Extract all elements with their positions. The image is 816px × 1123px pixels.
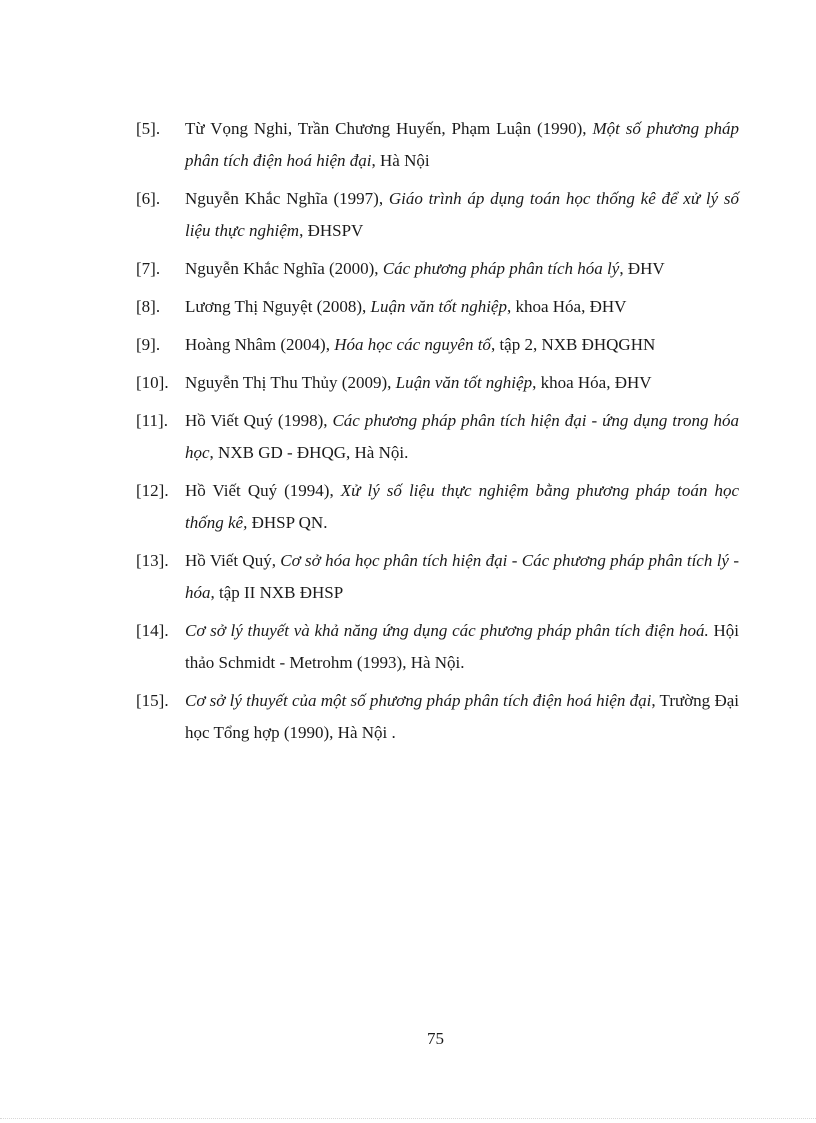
reference-text: [185, 475, 739, 539]
reference-publisher: , NXB GD - ĐHQG, Hà Nội.: [209, 443, 409, 462]
reference-title: Cơ sở lý thuyết của một số phương pháp phân tích điện hoá hiện đại: [185, 691, 652, 710]
reference-title: Các phương pháp phân tích hóa lý: [382, 259, 620, 278]
reference-title: Xử lý số liệu thực nghiệm bằng phương pháp toán học thống kê,: [185, 481, 739, 532]
reference-item-12: [136, 475, 739, 539]
reference-number: [12].: [136, 481, 169, 500]
reference-text: [185, 367, 739, 399]
reference-authors: Hồ Viết Quý,: [185, 551, 281, 570]
reference-publisher: , khoa Hóa, ĐHV: [532, 373, 652, 392]
page-bottom-divider: [0, 1118, 816, 1119]
reference-item-6: [136, 183, 739, 247]
reference-item-9: [136, 329, 739, 361]
reference-item-8: [136, 291, 739, 323]
reference-text: [185, 113, 739, 177]
reference-number: [5].: [136, 119, 161, 138]
reference-authors: Lương Thị Nguyệt (2008),: [185, 297, 371, 316]
reference-title: Một số phương pháp phân tích điện hoá hiện đại: [185, 119, 739, 170]
reference-title: Luận văn tốt nghiệp: [370, 297, 507, 316]
reference-authors: Hồ Viết Quý (1998),: [185, 411, 333, 430]
reference-title: Cơ sở hóa học phân tích hiện đại - Các phương pháp phân tích lý - hóa: [185, 551, 739, 602]
reference-text: [185, 405, 739, 469]
reference-item-7: [136, 253, 739, 285]
reference-number: [13].: [136, 551, 169, 570]
reference-publisher: , Hà Nội: [371, 151, 430, 170]
reference-title: Các phương pháp phân tích hiện đại - ứng dụng trong hóa học: [185, 411, 739, 462]
reference-authors: Nguyễn Khắc Nghĩa (2000),: [185, 259, 383, 278]
reference-authors: Hồ Viết Quý (1994),: [185, 481, 341, 500]
reference-text: [185, 329, 739, 361]
reference-item-14: [136, 615, 739, 679]
reference-publisher: , ĐHV: [619, 259, 665, 278]
reference-text: [185, 253, 739, 285]
reference-authors: Hoàng Nhâm (2004),: [185, 335, 335, 354]
reference-authors: Từ Vọng Nghi, Trần Chương Huyến, Phạm Luận (1990),: [185, 119, 593, 138]
reference-text: [185, 183, 739, 247]
reference-number: [6].: [136, 189, 161, 208]
reference-number: [15].: [136, 691, 169, 710]
reference-publisher: , ĐHSPV: [299, 221, 364, 240]
reference-publisher: , tập 2, NXB ĐHQGHN: [490, 335, 656, 354]
page-number: 75: [427, 1029, 444, 1048]
reference-item-11: [136, 405, 739, 469]
reference-number: [11].: [136, 411, 168, 430]
reference-publisher: , khoa Hóa, ĐHV: [506, 297, 627, 316]
reference-number: [8].: [136, 297, 161, 316]
reference-publisher: ĐHSP QN.: [251, 513, 328, 532]
reference-text: [185, 545, 739, 609]
reference-list: [136, 113, 739, 755]
reference-number: [14].: [136, 621, 169, 640]
reference-title: Hóa học các nguyên tố: [334, 335, 491, 354]
reference-item-15: [136, 685, 739, 749]
reference-authors: Nguyễn Khắc Nghĩa (1997),: [185, 189, 389, 208]
reference-number: [7].: [136, 259, 161, 278]
reference-text: [185, 291, 739, 323]
reference-number: [10].: [136, 373, 169, 392]
reference-text: [185, 615, 739, 679]
reference-title: Cơ sở lý thuyết và khả năng ứng dụng các phương pháp phân tích điện hoá.: [185, 621, 709, 640]
reference-item-10: [136, 367, 739, 399]
reference-text: [185, 685, 739, 749]
reference-number: [9].: [136, 335, 161, 354]
reference-title: Giáo trình áp dụng toán học thống kê để xử lý số liệu thực nghiệm: [185, 189, 739, 240]
reference-title: Luận văn tốt nghiệp: [395, 373, 533, 392]
reference-publisher: , tập II NXB ĐHSP: [210, 583, 344, 602]
reference-publisher: Hội thảo Schmidt - Metrohm (1993), Hà Nội.: [185, 621, 740, 672]
reference-item-5: [136, 113, 739, 177]
reference-authors: Nguyễn Thị Thu Thủy (2009),: [185, 373, 396, 392]
reference-item-13: [136, 545, 739, 609]
reference-publisher: , Trường Đại học Tổng hợp (1990), Hà Nội .: [185, 691, 739, 742]
